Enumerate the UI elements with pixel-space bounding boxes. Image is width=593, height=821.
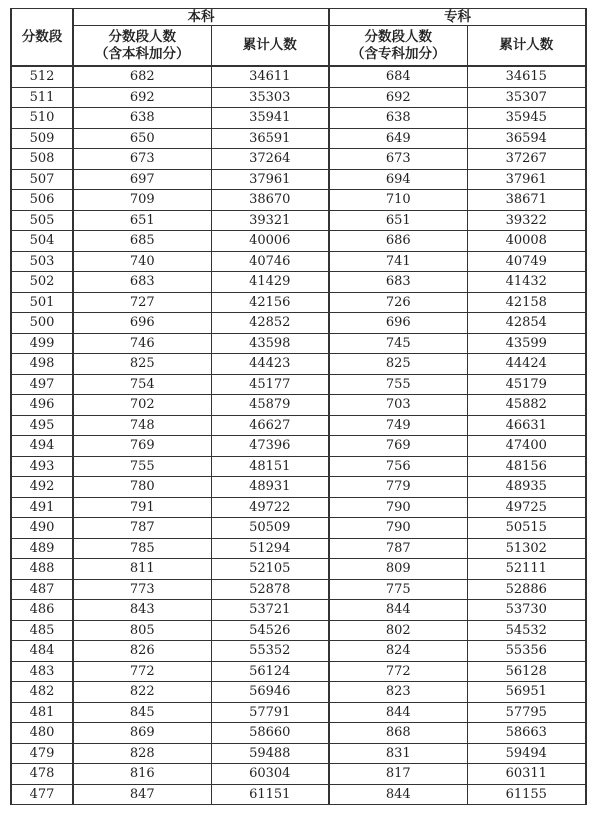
benke-cumulative-cell: 52105 — [211, 559, 329, 580]
zhuanke-cumulative-cell: 46631 — [467, 415, 586, 436]
score-cell: 494 — [11, 436, 73, 457]
benke-count-cell: 843 — [73, 600, 211, 621]
table-row — [11, 190, 586, 211]
benke-cumulative-cell: 44423 — [211, 354, 329, 375]
header-benke-cumulative: 累计人数 — [211, 26, 329, 67]
score-cell: 508 — [11, 149, 73, 170]
zhuanke-count-cell: 696 — [329, 313, 467, 334]
table-row — [11, 743, 586, 764]
score-cell: 493 — [11, 456, 73, 477]
benke-cumulative-cell: 47396 — [211, 436, 329, 457]
score-cell: 509 — [11, 128, 73, 149]
score-cell: 488 — [11, 559, 73, 580]
zhuanke-count-cell: 726 — [329, 292, 467, 313]
zhuanke-cumulative-cell: 42158 — [467, 292, 586, 313]
zhuanke-cumulative-cell: 50515 — [467, 518, 586, 539]
benke-count-cell: 828 — [73, 743, 211, 764]
score-cell: 506 — [11, 190, 73, 211]
table-row — [11, 149, 586, 170]
zhuanke-count-cell: 824 — [329, 641, 467, 662]
zhuanke-cumulative-cell: 42854 — [467, 313, 586, 334]
score-cell: 492 — [11, 477, 73, 498]
score-cell: 481 — [11, 702, 73, 723]
benke-cumulative-cell: 49722 — [211, 497, 329, 518]
score-distribution-table — [10, 8, 587, 805]
table-row — [11, 66, 586, 87]
zhuanke-cumulative-cell: 39322 — [467, 210, 586, 231]
benke-cumulative-cell: 41429 — [211, 272, 329, 293]
benke-count-cell: 825 — [73, 354, 211, 375]
table-row — [11, 456, 586, 477]
benke-cumulative-cell: 46627 — [211, 415, 329, 436]
table-row — [11, 395, 586, 416]
benke-cumulative-cell: 60304 — [211, 764, 329, 785]
zhuanke-count-cell: 844 — [329, 600, 467, 621]
zhuanke-cumulative-cell: 58663 — [467, 723, 586, 744]
zhuanke-count-cell: 755 — [329, 374, 467, 395]
benke-count-cell: 773 — [73, 579, 211, 600]
zhuanke-cumulative-cell: 56128 — [467, 661, 586, 682]
zhuanke-cumulative-cell: 45882 — [467, 395, 586, 416]
table-row — [11, 313, 586, 334]
zhuanke-cumulative-cell: 40008 — [467, 231, 586, 252]
zhuanke-count-cell: 775 — [329, 579, 467, 600]
score-cell: 495 — [11, 415, 73, 436]
table-row — [11, 682, 586, 703]
benke-count-cell: 769 — [73, 436, 211, 457]
header-zhuanke-cumulative: 累计人数 — [467, 26, 586, 67]
benke-count-cell: 785 — [73, 538, 211, 559]
zhuanke-count-cell: 772 — [329, 661, 467, 682]
benke-count-cell: 822 — [73, 682, 211, 703]
zhuanke-cumulative-cell: 36594 — [467, 128, 586, 149]
zhuanke-cumulative-cell: 54532 — [467, 620, 586, 641]
benke-cumulative-cell: 45879 — [211, 395, 329, 416]
benke-cumulative-cell: 52878 — [211, 579, 329, 600]
benke-cumulative-cell: 45177 — [211, 374, 329, 395]
zhuanke-cumulative-cell: 35307 — [467, 87, 586, 108]
score-cell: 499 — [11, 333, 73, 354]
zhuanke-cumulative-cell: 52886 — [467, 579, 586, 600]
benke-cumulative-cell: 39321 — [211, 210, 329, 231]
benke-cumulative-cell: 58660 — [211, 723, 329, 744]
benke-count-cell: 673 — [73, 149, 211, 170]
zhuanke-cumulative-cell: 38671 — [467, 190, 586, 211]
score-cell: 485 — [11, 620, 73, 641]
header-zhuanke-count — [329, 26, 467, 67]
benke-cumulative-cell: 40746 — [211, 251, 329, 272]
benke-count-cell: 651 — [73, 210, 211, 231]
table-row — [11, 333, 586, 354]
benke-cumulative-cell: 38670 — [211, 190, 329, 211]
score-cell: 496 — [11, 395, 73, 416]
benke-count-cell: 787 — [73, 518, 211, 539]
zhuanke-cumulative-cell: 53730 — [467, 600, 586, 621]
zhuanke-cumulative-cell: 40749 — [467, 251, 586, 272]
table-row — [11, 477, 586, 498]
benke-cumulative-cell: 51294 — [211, 538, 329, 559]
zhuanke-count-cell: 651 — [329, 210, 467, 231]
score-cell: 484 — [11, 641, 73, 662]
table-row — [11, 723, 586, 744]
score-cell: 483 — [11, 661, 73, 682]
zhuanke-cumulative-cell: 43599 — [467, 333, 586, 354]
header-group-zhuanke: 专科 — [329, 9, 586, 26]
zhuanke-count-cell: 649 — [329, 128, 467, 149]
table-row — [11, 579, 586, 600]
score-cell: 480 — [11, 723, 73, 744]
benke-count-cell: 816 — [73, 764, 211, 785]
benke-count-cell: 826 — [73, 641, 211, 662]
table-row — [11, 415, 586, 436]
table-row — [11, 169, 586, 190]
score-cell: 510 — [11, 108, 73, 129]
header-benke-count — [73, 26, 211, 67]
benke-cumulative-cell: 61151 — [211, 784, 329, 805]
table-row — [11, 559, 586, 580]
zhuanke-count-cell: 673 — [329, 149, 467, 170]
zhuanke-count-cell: 844 — [329, 702, 467, 723]
zhuanke-count-cell: 790 — [329, 518, 467, 539]
zhuanke-cumulative-cell: 56951 — [467, 682, 586, 703]
zhuanke-count-cell: 844 — [329, 784, 467, 805]
score-cell: 489 — [11, 538, 73, 559]
zhuanke-count-cell: 741 — [329, 251, 467, 272]
zhuanke-cumulative-cell: 57795 — [467, 702, 586, 723]
benke-count-cell: 869 — [73, 723, 211, 744]
zhuanke-count-cell: 868 — [329, 723, 467, 744]
score-cell: 490 — [11, 518, 73, 539]
header-row-columns — [11, 26, 586, 67]
header-row-group — [11, 9, 586, 26]
header-benke-count-line1: 分数段人数 — [108, 28, 176, 45]
zhuanke-cumulative-cell: 37961 — [467, 169, 586, 190]
zhuanke-cumulative-cell: 55356 — [467, 641, 586, 662]
zhuanke-cumulative-cell: 34615 — [467, 66, 586, 87]
zhuanke-count-cell: 710 — [329, 190, 467, 211]
benke-cumulative-cell: 35303 — [211, 87, 329, 108]
zhuanke-cumulative-cell: 48935 — [467, 477, 586, 498]
score-cell: 486 — [11, 600, 73, 621]
score-cell: 498 — [11, 354, 73, 375]
table-row — [11, 497, 586, 518]
score-cell: 487 — [11, 579, 73, 600]
zhuanke-cumulative-cell: 51302 — [467, 538, 586, 559]
zhuanke-cumulative-cell: 41432 — [467, 272, 586, 293]
zhuanke-count-cell: 823 — [329, 682, 467, 703]
zhuanke-count-cell: 779 — [329, 477, 467, 498]
zhuanke-cumulative-cell: 45179 — [467, 374, 586, 395]
table-row — [11, 87, 586, 108]
score-cell: 478 — [11, 764, 73, 785]
benke-count-cell: 791 — [73, 497, 211, 518]
benke-count-cell: 754 — [73, 374, 211, 395]
header-score: 分数段 — [11, 9, 73, 67]
benke-count-cell: 847 — [73, 784, 211, 805]
table-row — [11, 210, 586, 231]
benke-cumulative-cell: 57791 — [211, 702, 329, 723]
zhuanke-count-cell: 756 — [329, 456, 467, 477]
score-cell: 512 — [11, 66, 73, 87]
score-cell: 491 — [11, 497, 73, 518]
benke-cumulative-cell: 42852 — [211, 313, 329, 334]
zhuanke-cumulative-cell: 52111 — [467, 559, 586, 580]
table-row — [11, 538, 586, 559]
score-distribution-table-container — [10, 8, 585, 805]
score-cell: 497 — [11, 374, 73, 395]
zhuanke-count-cell: 684 — [329, 66, 467, 87]
benke-count-cell: 650 — [73, 128, 211, 149]
zhuanke-count-cell: 790 — [329, 497, 467, 518]
benke-count-cell: 780 — [73, 477, 211, 498]
table-row — [11, 518, 586, 539]
zhuanke-cumulative-cell: 60311 — [467, 764, 586, 785]
score-cell: 507 — [11, 169, 73, 190]
table-row — [11, 702, 586, 723]
score-cell: 502 — [11, 272, 73, 293]
score-cell: 500 — [11, 313, 73, 334]
zhuanke-count-cell: 692 — [329, 87, 467, 108]
table-row — [11, 231, 586, 252]
table-row — [11, 128, 586, 149]
benke-cumulative-cell: 56946 — [211, 682, 329, 703]
zhuanke-count-cell: 831 — [329, 743, 467, 764]
zhuanke-cumulative-cell: 37267 — [467, 149, 586, 170]
benke-cumulative-cell: 56124 — [211, 661, 329, 682]
table-row — [11, 764, 586, 785]
zhuanke-count-cell: 686 — [329, 231, 467, 252]
score-cell: 479 — [11, 743, 73, 764]
zhuanke-cumulative-cell: 47400 — [467, 436, 586, 457]
zhuanke-count-cell: 694 — [329, 169, 467, 190]
table-row — [11, 600, 586, 621]
benke-cumulative-cell: 43598 — [211, 333, 329, 354]
benke-cumulative-cell: 54526 — [211, 620, 329, 641]
table-row — [11, 292, 586, 313]
benke-count-cell: 697 — [73, 169, 211, 190]
zhuanke-cumulative-cell: 61155 — [467, 784, 586, 805]
zhuanke-count-cell: 638 — [329, 108, 467, 129]
zhuanke-count-cell: 749 — [329, 415, 467, 436]
score-cell: 477 — [11, 784, 73, 805]
table-row — [11, 436, 586, 457]
table-row — [11, 251, 586, 272]
benke-count-cell: 772 — [73, 661, 211, 682]
benke-cumulative-cell: 55352 — [211, 641, 329, 662]
table-row — [11, 272, 586, 293]
benke-count-cell: 638 — [73, 108, 211, 129]
benke-count-cell: 685 — [73, 231, 211, 252]
table-row — [11, 641, 586, 662]
table-body — [11, 66, 586, 805]
benke-cumulative-cell: 42156 — [211, 292, 329, 313]
benke-cumulative-cell: 37961 — [211, 169, 329, 190]
benke-count-cell: 805 — [73, 620, 211, 641]
zhuanke-count-cell: 825 — [329, 354, 467, 375]
score-cell: 482 — [11, 682, 73, 703]
header-zhuanke-count-line1: 分数段人数 — [364, 28, 432, 45]
benke-count-cell: 692 — [73, 87, 211, 108]
benke-count-cell: 740 — [73, 251, 211, 272]
table-row — [11, 374, 586, 395]
benke-count-cell: 709 — [73, 190, 211, 211]
zhuanke-cumulative-cell: 49725 — [467, 497, 586, 518]
benke-cumulative-cell: 53721 — [211, 600, 329, 621]
table-row — [11, 620, 586, 641]
score-cell: 501 — [11, 292, 73, 313]
header-group-benke: 本科 — [73, 9, 329, 26]
zhuanke-count-cell: 809 — [329, 559, 467, 580]
benke-cumulative-cell: 50509 — [211, 518, 329, 539]
zhuanke-count-cell: 802 — [329, 620, 467, 641]
zhuanke-cumulative-cell: 44424 — [467, 354, 586, 375]
benke-cumulative-cell: 40006 — [211, 231, 329, 252]
zhuanke-count-cell: 683 — [329, 272, 467, 293]
benke-cumulative-cell: 48151 — [211, 456, 329, 477]
benke-cumulative-cell: 34611 — [211, 66, 329, 87]
benke-count-cell: 746 — [73, 333, 211, 354]
zhuanke-count-cell: 745 — [329, 333, 467, 354]
table-row — [11, 354, 586, 375]
benke-count-cell: 748 — [73, 415, 211, 436]
benke-cumulative-cell: 59488 — [211, 743, 329, 764]
table-row — [11, 108, 586, 129]
header-zhuanke-count-line2: （含专科加分） — [351, 45, 446, 62]
score-cell: 511 — [11, 87, 73, 108]
score-cell: 503 — [11, 251, 73, 272]
zhuanke-count-cell: 703 — [329, 395, 467, 416]
zhuanke-cumulative-cell: 48156 — [467, 456, 586, 477]
benke-cumulative-cell: 48931 — [211, 477, 329, 498]
benke-cumulative-cell: 37264 — [211, 149, 329, 170]
benke-count-cell: 811 — [73, 559, 211, 580]
benke-count-cell: 755 — [73, 456, 211, 477]
header-benke-count-line2: （含本科加分） — [95, 45, 190, 62]
score-cell: 504 — [11, 231, 73, 252]
benke-count-cell: 682 — [73, 66, 211, 87]
zhuanke-count-cell: 817 — [329, 764, 467, 785]
table-row — [11, 661, 586, 682]
benke-count-cell: 727 — [73, 292, 211, 313]
zhuanke-cumulative-cell: 35945 — [467, 108, 586, 129]
zhuanke-cumulative-cell: 59494 — [467, 743, 586, 764]
benke-count-cell: 696 — [73, 313, 211, 334]
zhuanke-count-cell: 787 — [329, 538, 467, 559]
benke-count-cell: 845 — [73, 702, 211, 723]
benke-cumulative-cell: 36591 — [211, 128, 329, 149]
benke-cumulative-cell: 35941 — [211, 108, 329, 129]
table-row — [11, 784, 586, 805]
score-cell: 505 — [11, 210, 73, 231]
zhuanke-count-cell: 769 — [329, 436, 467, 457]
benke-count-cell: 702 — [73, 395, 211, 416]
benke-count-cell: 683 — [73, 272, 211, 293]
